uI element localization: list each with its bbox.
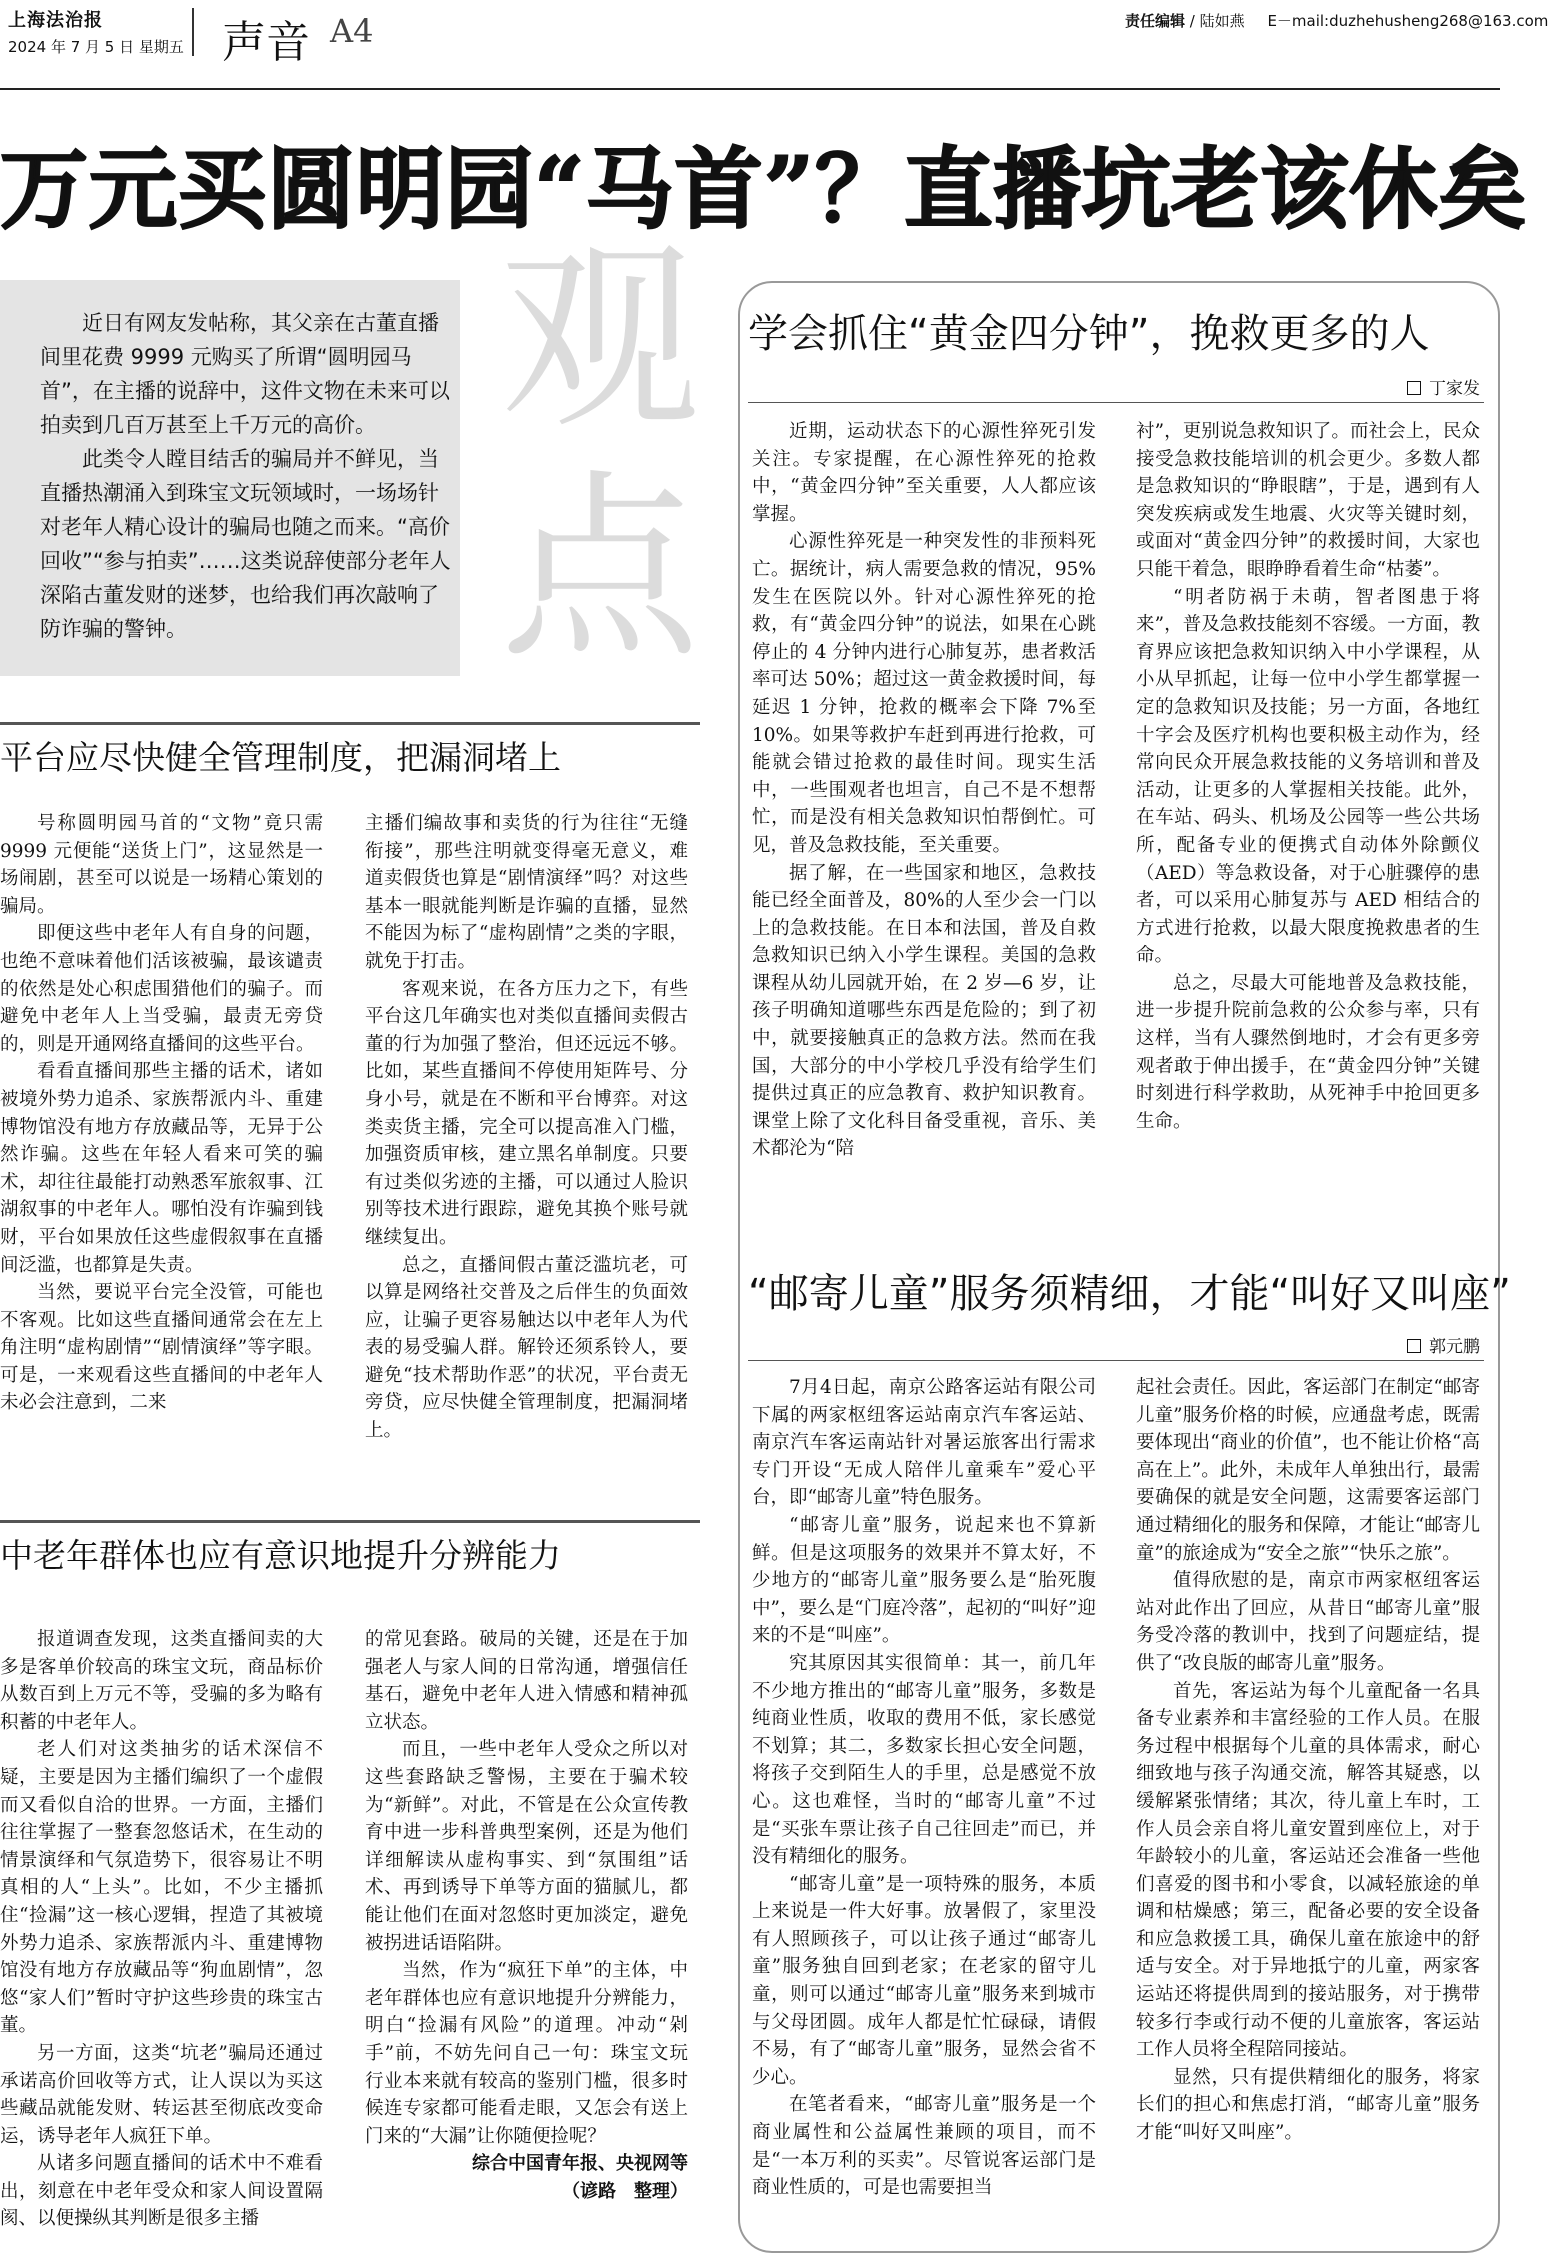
section-heading-elderly: 中老年群体也应有意识地提升分辨能力	[0, 1536, 561, 1575]
issue-date: 2024 年 7 月 5 日 星期五	[8, 38, 184, 56]
editor-name: 陆如燕	[1199, 12, 1245, 30]
article-column	[0, 810, 323, 1417]
paragraph: 在笔者看来，“邮寄儿童”服务是一个商业属性和公益属性兼顾的项目，而不是“一本万利的买卖”。尽管说客运部门是商业性质的，可是也需要担当	[752, 2094, 1096, 2199]
paragraph: 另一方面，这类“坑老”骗局还通过承诺高价回收等方式，让人误以为买这些藏品就能发财、转运甚至彻底改变命运，诱导老年人疯狂下单。	[0, 2042, 323, 2147]
paragraph: 总之，直播间假古董泛滥坑老，可以算是网络社交普及之后伴生的负面效应，让骗子更容易触达以中老年人为代表的易受骗人群。解铃还须系铃人，要避免“技术帮助作恶”的状况，平台责无旁贷，应尽快健全管理制度，把漏洞堵上。	[365, 1254, 688, 1442]
byline-box-icon	[1407, 381, 1421, 395]
page-headline: 万元买圆明园“马首”？直播坑老该休矣	[0, 137, 1528, 241]
paragraph: 老人们对这类抽劣的话术深信不疑，主要是因为主播们编织了一个虚假而又看似自洽的世界。一方面，主播们往往掌握了一整套忽悠话术，在生动的情景演绎和气氛造势下，很容易让不明真相的人“上头”。比如，不少主播抓住“捡漏”这一核心逻辑，捏造了其被境外势力追杀、家族帮派内斗、重建博物馆没有地方存放藏品等“狗血剧情”，忽悠“家人们”暂时守护这些珍贵的珠宝古董。	[0, 1739, 323, 2037]
page-number: A4	[330, 12, 374, 50]
masthead-rule	[0, 88, 1500, 90]
editor-label: 责任编辑	[1125, 12, 1186, 30]
article-column	[752, 418, 1096, 1163]
panel-rule	[748, 402, 1484, 403]
paragraph: 总之，尽最大可能地普及急救技能，进一步提升院前急救的公众参与率，只有这样，当有人骤然倒地时，才会有更多旁观者敢于伸出援手，在“黄金四分钟”关键时刻进行科学救助，从死神手中抢回更多生命。	[1136, 972, 1480, 1132]
byline-author: 丁家发	[1429, 379, 1480, 399]
paragraph: 究其原因其实很简单：其一，前几年不少地方推出的“邮寄儿童”服务，多数是纯商业性质，收取的费用不低，家长感觉不划算；其二，多数家长担心安全问题，将孩子交到陌生人的手里，总是感觉不放心。这也难怪，当时的“邮寄儿童”不过是“买张车票让孩子自己往回走”而已，并没有精细化的服务。	[752, 1652, 1096, 1868]
editor-info: 责任编辑 / 陆如燕 E－mail:duzhehusheng268@163.com	[1125, 12, 1548, 30]
intro-paragraph: 近日有网友发帖称，其父亲在古董直播间里花费 9999 元购买了所谓“圆明园马首”，在主播的说辞中，这件文物在未来可以拍卖到几百万甚至上千万元的高价。	[40, 311, 450, 437]
paragraph: 当然，作为“疯狂下单”的主体，中老年群体也应有意识地提升分辨能力，明白“捡漏有风险”的道理。冲动“剁手”前，不妨先问自己一句：珠宝文玩行业本来就有较高的鉴别门槛，很多时候连专家都可能看走眼，又怎会有送上门来的“大漏”让你随便捡呢？	[365, 1960, 688, 2147]
byline-box-icon	[1407, 1339, 1421, 1353]
section-rule	[0, 722, 700, 725]
article-column	[752, 1374, 1096, 2202]
article-compiler: （谚路 整理）	[562, 2180, 688, 2202]
article-column	[1136, 1374, 1480, 2147]
paragraph: 客观来说，在各方压力之下，有些平台这几年确实也对类似直播间卖假古董的行为加强了整治，但还远远不够。比如，某些直播间不停使用矩阵号、分身小号，就是在不断和平台博弈。对这类卖货主播，完全可以提高准入门槛，加强资质审核，建立黑名单制度。只要有过类似劣迹的主播，可以通过人脸识别等技术进行跟踪，避免其换个账号就继续复出。	[365, 978, 688, 1248]
watermark-dian: 点	[500, 453, 701, 686]
paragraph: 主播们编故事和卖货的行为往往“无缝衔接”，那些注明就变得毫无意义，难道卖假货也算是“剧情演绎”吗？对这些基本一眼就能判断是诈骗的直播，显然不能因为标了“虚构剧情”之类的字眼，就免于打击。	[365, 813, 688, 972]
byline-author: 郭元鹏	[1429, 1337, 1480, 1357]
paragraph: 显然，只有提供精细化的服务，将家长们的担心和焦虑打消，“邮寄儿童”服务才能“叫好又叫座”。	[1136, 2066, 1480, 2144]
paragraph: “明者防祸于未萌，智者图患于将来”，普及急救技能刻不容缓。一方面，教育界应该把急救知识纳入中小学课程，从小从早抓起，让每一位中小学生都掌握一定的急救知识及技能；另一方面，各地红十字会及医疗机构也要积极主动作为，经常向民众开展急救技能的义务培训和普及活动，让更多的人掌握相关技能。此外，在车站、码头、机场及公园等一些公共场所，配备专业的便携式自动体外除颤仪（AED）等急救设备，对于心脏骤停的患者，可以采用心肺复苏与 AED 相结合的方式进行抢救，以最大限度挽救患者的生命。	[1136, 586, 1480, 967]
byline	[1300, 374, 1480, 399]
masthead-divider	[192, 8, 194, 56]
paragraph: 7月4日起，南京公路客运站有限公司下属的两家枢纽客运站南京汽车客运站、南京汽车客运南站针对暑运旅客出行需求专门开设“无成人陪伴儿童乘车”爱心平台，即“邮寄儿童”特色服务。	[752, 1377, 1096, 1509]
paragraph: 据了解，在一些国家和地区，急救技能已经全面普及，80%的人至少会一门以上的急救技能。在日本和法国，普及自救急救知识已纳入小学生课程。美国的急救课程从幼儿园就开始，在 2 岁—6 岁，让孩子明确知道哪些东西是危险的；到了初中，就要接触真正的急救方法。然而在我国，大部分的中小学校几乎没有给学生们提供过真正的应急教育、救护知识教育。课堂上除了文化科目备受重视，音乐、美术都沦为“陪	[752, 862, 1096, 1160]
paragraph: 当然，要说平台完全没管，可能也不客观。比如这些直播间通常会在左上角注明“虚构剧情”“剧情演绎”等字眼。可是，一来观看这些直播间的中老年人未必会注意到，二来	[0, 1282, 323, 1414]
article-source: 综合中国青年报、央视网等	[472, 2153, 688, 2175]
article-column	[365, 1626, 688, 2205]
byline	[1300, 1332, 1480, 1357]
paragraph: 近期，运动状态下的心源性猝死引发关注。专家提醒，在心源性猝死的抢救中，“黄金四分钟”至关重要，人人都应该掌握。	[752, 421, 1096, 525]
editor-email: E－mail:duzhehusheng268@163.com	[1267, 12, 1548, 30]
paragraph: 起社会责任。因此，客运部门在制定“邮寄儿童”服务价格的时候，应通盘考虑，既需要体现出“商业的价值”，也不能让价格“高高在上”。此外，未成年人单独出行，最需要确保的就是安全问题，这需要客运部门通过精细化的服务和保障，才能让“邮寄儿童”的旅途成为“安全之旅”“快乐之旅”。	[1136, 1377, 1480, 1564]
paragraph: “邮寄儿童”服务，说起来也不算新鲜。但是这项服务的效果并不算太好，不少地方的“邮寄儿童”服务要么是“胎死腹中”，要么是“门庭冷落”，起初的“叫好”迎来的不是“叫座”。	[752, 1514, 1096, 1647]
paragraph: 而且，一些中老年人受众之所以对这些套路缺乏警惕，主要在于骗术较为“新鲜”。对此，不管是在公众宣传教育中进一步科普典型案例，还是为他们详细解读从虚构事实、到“氛围组”话术、再到诱导下单等方面的猫腻儿，都能让他们在面对忽悠时更加淡定，避免被拐进话语陷阱。	[365, 1739, 688, 1954]
intro-paragraph: 此类令人瞠目结舌的骗局并不鲜见，当直播热潮涌入到珠宝文玩领域时，一场场针对老年人精心设计的骗局也随之而来。“高价回收”“参与拍卖”……这类说辞使部分老年人深陷古董发财的迷梦，也给我们再次敲响了防诈骗的警钟。	[40, 447, 451, 641]
panel-heading-first-aid: 学会抓住“黄金四分钟”，挽救更多的人	[748, 311, 1430, 357]
watermark-guan: 观	[500, 223, 701, 456]
paragraph: 值得欣慰的是，南京市两家枢纽客运站对此作出了回应，从昔日“邮寄儿童”服务受冷落的教训中，找到了问题症结，提供了“改良版的邮寄儿童”服务。	[1136, 1570, 1480, 1674]
article-column	[365, 810, 688, 1445]
paragraph: 首先，客运站为每个儿童配备一名具备专业素养和丰富经验的工作人员。在服务过程中根据每个儿童的具体需求，耐心细致地与孩子沟通交流，解答其疑惑，以缓解紧张情绪；其次，待儿童上车时，工作人员会亲自将儿童安置到座位上，对于年龄较小的儿童，客运站还会准备一些他们喜爱的图书和小零食，以减轻旅途的单调和枯燥感；第三，配备必要的安全设备和应急救援工具，确保儿童在旅途中的舒适与安全。对于异地抵宁的儿童，两家客运站还将提供周到的接站服务，对于携带较多行李或行动不便的儿童旅客，客运站工作人员将全程陪同接站。	[1136, 1680, 1480, 2061]
paragraph: 从诸多问题直播间的话术中不难看出，刻意在中老年受众和家人间设置隔阂、以便操纵其判断是很多主播	[0, 2153, 323, 2230]
paragraph: 报道调查发现，这类直播间卖的大多是客单价较高的珠宝文玩，商品标价从数百到上万元不等，受骗的多为略有积蓄的中老年人。	[0, 1629, 323, 1733]
paragraph: 即便这些中老年人有自身的问题，也绝不意味着他们活该被骗，最该谴责的依然是处心积虑围猎他们的骗子。而避免中老年人上当受骗，最责无旁贷的，则是开通网络直播间的这些平台。	[0, 923, 323, 1055]
article-column	[1136, 418, 1480, 1135]
section-rule	[0, 1520, 700, 1523]
paragraph: 心源性猝死是一种突发性的非预料死亡。据统计，病人需要急救的情况，95%发生在医院以外。针对心源性猝死的抢救，有“黄金四分钟”的说法，如果在心跳停止的 4 分钟内进行心肺复苏，患者救活率可达 50%；超过这一黄金救援时间，每延迟 1 分钟，抢救的概率会下降 7%至 10%。如果等救护车赶到再进行抢救，可能就会错过抢救的最佳时间。现实生活中，一些围观者也坦言，自己不是不想帮忙，而是没有相关急救知识怕帮倒忙。可见，普及急救技能，至关重要。	[752, 531, 1096, 856]
paragraph: 号称圆明园马首的“文物”竟只需 9999 元便能“送货上门”，这显然是一场闹剧，甚至可以说是一场精心策划的骗局。	[0, 813, 323, 917]
article-column	[0, 1626, 323, 2233]
panel-heading-child-delivery: “邮寄儿童”服务须精细，才能“叫好又叫座”	[748, 1271, 1511, 1317]
paragraph: 看看直播间那些主播的话术，诸如被境外势力追杀、家族帮派内斗、重建博物馆没有地方存放藏品等，无异于公然诈骗。这些在年轻人看来可笑的骗术，却往往最能打动熟悉军旅叙事、江湖叙事的中老年人。哪怕没有诈骗到钱财，平台如果放任这些虚假叙事在直播间泛滥，也都算是失责。	[0, 1061, 323, 1276]
panel-rule	[748, 1360, 1484, 1361]
section-name: 声音	[222, 17, 310, 68]
paragraph: 衬”，更别说急救知识了。而社会上，民众接受急救技能培训的机会更少。多数人都是急救知识的“睁眼瞎”，于是，遇到有人突发疾病或发生地震、火灾等关键时刻，或面对“黄金四分钟”的救援时间，大家也只能干着急，眼睁睁看着生命“枯萎”。	[1136, 421, 1480, 580]
paragraph: 的常见套路。破局的关键，还是在于加强老人与家人间的日常沟通，增强信任基石，避免中老年人进入情感和精神孤立状态。	[365, 1629, 688, 1733]
paragraph: “邮寄儿童”是一项特殊的服务，本质上来说是一件大好事。放暑假了，家里没有人照顾孩子，可以让孩子通过“邮寄儿童”服务独自回到老家；在老家的留守儿童，则可以通过“邮寄儿童”服务来到城市与父母团圆。成年人都是忙忙碌碌，请假不易，有了“邮寄儿童”服务，显然会省不少心。	[752, 1873, 1096, 2088]
newspaper-logo: 上海法治报	[8, 10, 103, 31]
intro-text	[40, 306, 455, 646]
section-heading-platform: 平台应尽快健全管理制度，把漏洞堵上	[0, 738, 561, 777]
